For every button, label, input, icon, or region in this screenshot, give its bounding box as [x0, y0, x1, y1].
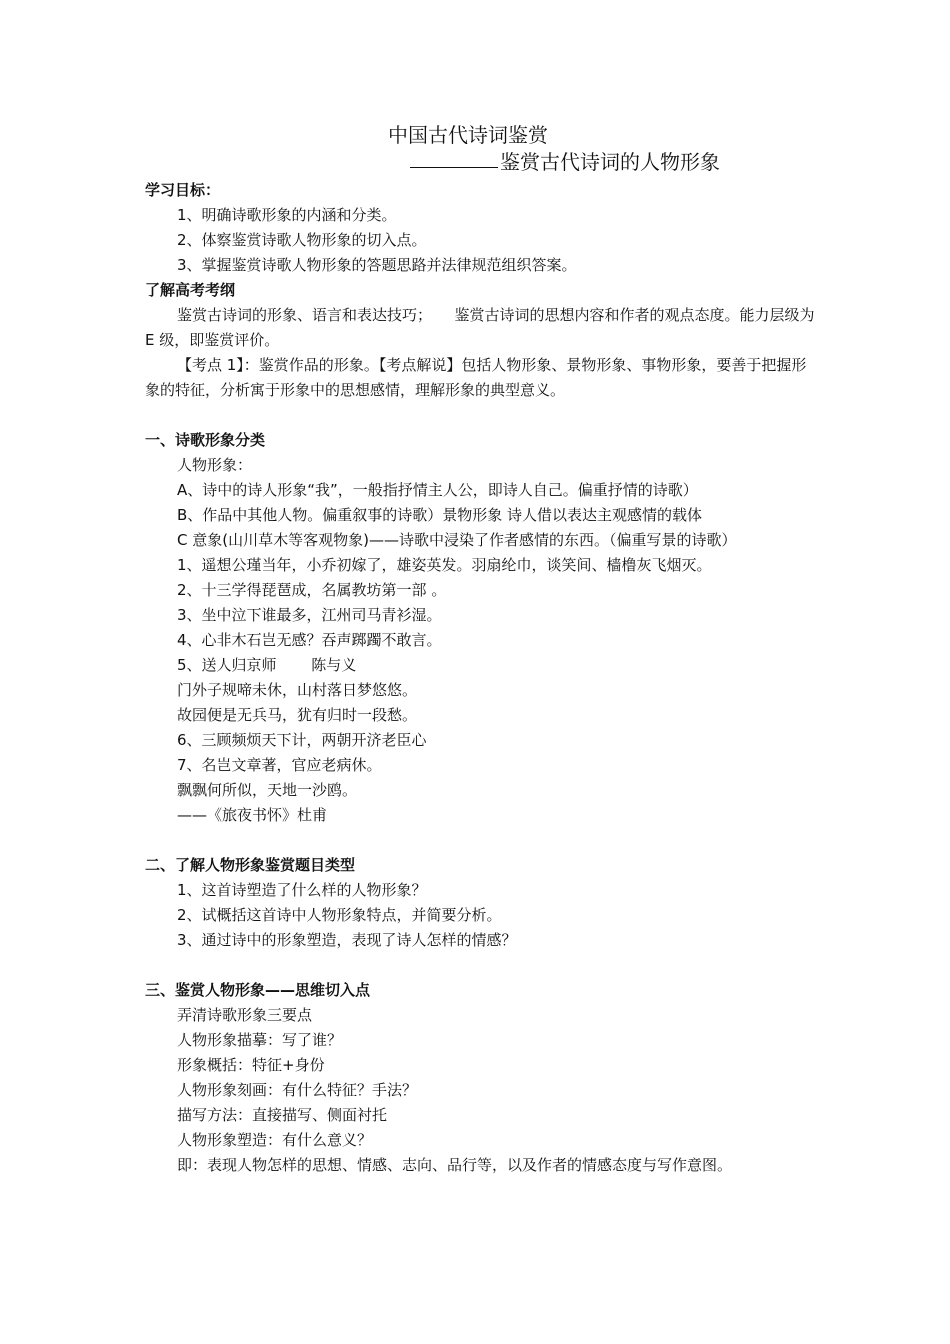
example-line: 故园便是无兵马，犹有归时一段愁。	[177, 706, 418, 724]
spacer	[145, 953, 815, 978]
outline-paragraph: 【考点 1】：鉴赏作品的形象。【考点解说】包括人物形象、景物形象、事物形象，要善于把握形象的特征，分析寓于形象中的思想感情，理解形象的典型意义。	[145, 356, 807, 399]
section3-line: 描写方法：直接描写、侧面衬托	[177, 1106, 388, 1124]
section3-line: 人物形象描摹：写了谁？	[177, 1031, 343, 1049]
section1-line: B、作品中其他人物。偏重叙事的诗歌）景物形象 诗人借以表达主观感情的载体	[177, 506, 703, 524]
question-type-item: 3、通过诗中的形象塑造，表现了诗人怎样的情感？	[177, 931, 517, 949]
document-body	[145, 178, 815, 1178]
goal-item: 2、体察鉴赏诗歌人物形象的切入点。	[177, 231, 427, 249]
section3-line: 即：表现人物怎样的思想、情感、志向、品行等，以及作者的情感态度与写作意图。	[177, 1156, 733, 1174]
example-line: 7、名岂文章著，官应老病休。	[177, 756, 382, 774]
example-line: ——《旅夜书怀》杜甫	[177, 806, 328, 824]
spacer	[145, 403, 815, 428]
section3-line: 形象概括：特征+身份	[177, 1056, 325, 1074]
document-title: 中国古代诗词鉴赏	[388, 123, 548, 147]
example-line: 3、坐中泣下谁最多，江州司马青衫湿。	[177, 606, 442, 624]
section1-paragraph: C 意象(山川草木等客观物象)——诗歌中浸染了作者感情的东西。（偏重写景的诗歌）	[177, 531, 737, 549]
example-line: 1、遥想公瑾当年，小乔初嫁了，雄姿英发。羽扇纶巾，谈笑间、樯橹灰飞烟灭。	[177, 556, 712, 574]
example-line: 4、心非木石岂无感？吞声踯躅不敢言。	[177, 631, 442, 649]
goal-item: 3、掌握鉴赏诗歌人物形象的答题思路并法律规范组织答案。	[177, 256, 577, 274]
outline-heading: 了解高考考纲	[145, 281, 236, 299]
subtitle-text: 鉴赏古代诗词的人物形象	[500, 150, 720, 174]
outline-paragraph: 鉴赏古诗词的形象、语言和表达技巧； 鉴赏古诗词的思想内容和作者的观点态度。能力层级为 E 级，即鉴赏评价。	[145, 306, 815, 349]
subtitle-underline	[410, 149, 498, 168]
example-line: 5、送人归京师 陈与义	[177, 656, 357, 674]
section1-line: A、诗中的诗人形象“我”，一般指抒情主人公，即诗人自己。偏重抒情的诗歌）	[177, 481, 698, 499]
example-line: 门外子规啼未休，山村落日梦悠悠。	[177, 681, 418, 699]
goals-heading: 学习目标：	[145, 181, 221, 199]
section1-line: 人物形象：	[177, 456, 253, 474]
goal-item: 1、明确诗歌形象的内涵和分类。	[177, 206, 397, 224]
section2-heading: 二、了解人物形象鉴赏题目类型	[145, 856, 356, 874]
example-line: 飘飘何所似，天地一沙鸥。	[177, 781, 358, 799]
example-line: 2、十三学得琵琶成，名属教坊第一部 。	[177, 581, 447, 599]
section3-line: 人物形象塑造：有什么意义？	[177, 1131, 373, 1149]
question-type-item: 2、试概括这首诗中人物形象特点，并简要分析。	[177, 906, 502, 924]
document-subtitle	[410, 149, 720, 175]
spacer	[145, 828, 815, 853]
question-type-item: 1、这首诗塑造了什么样的人物形象？	[177, 881, 427, 899]
section1-heading: 一、诗歌形象分类	[145, 431, 266, 449]
section3-line: 弄清诗歌形象三要点	[177, 1006, 313, 1024]
section3-line: 人物形象刻画：有什么特征？手法？	[177, 1081, 418, 1099]
section3-heading: 三、鉴赏人物形象——思维切入点	[145, 981, 371, 999]
example-line: 6、三顾频烦天下计，两朝开济老臣心	[177, 731, 427, 749]
